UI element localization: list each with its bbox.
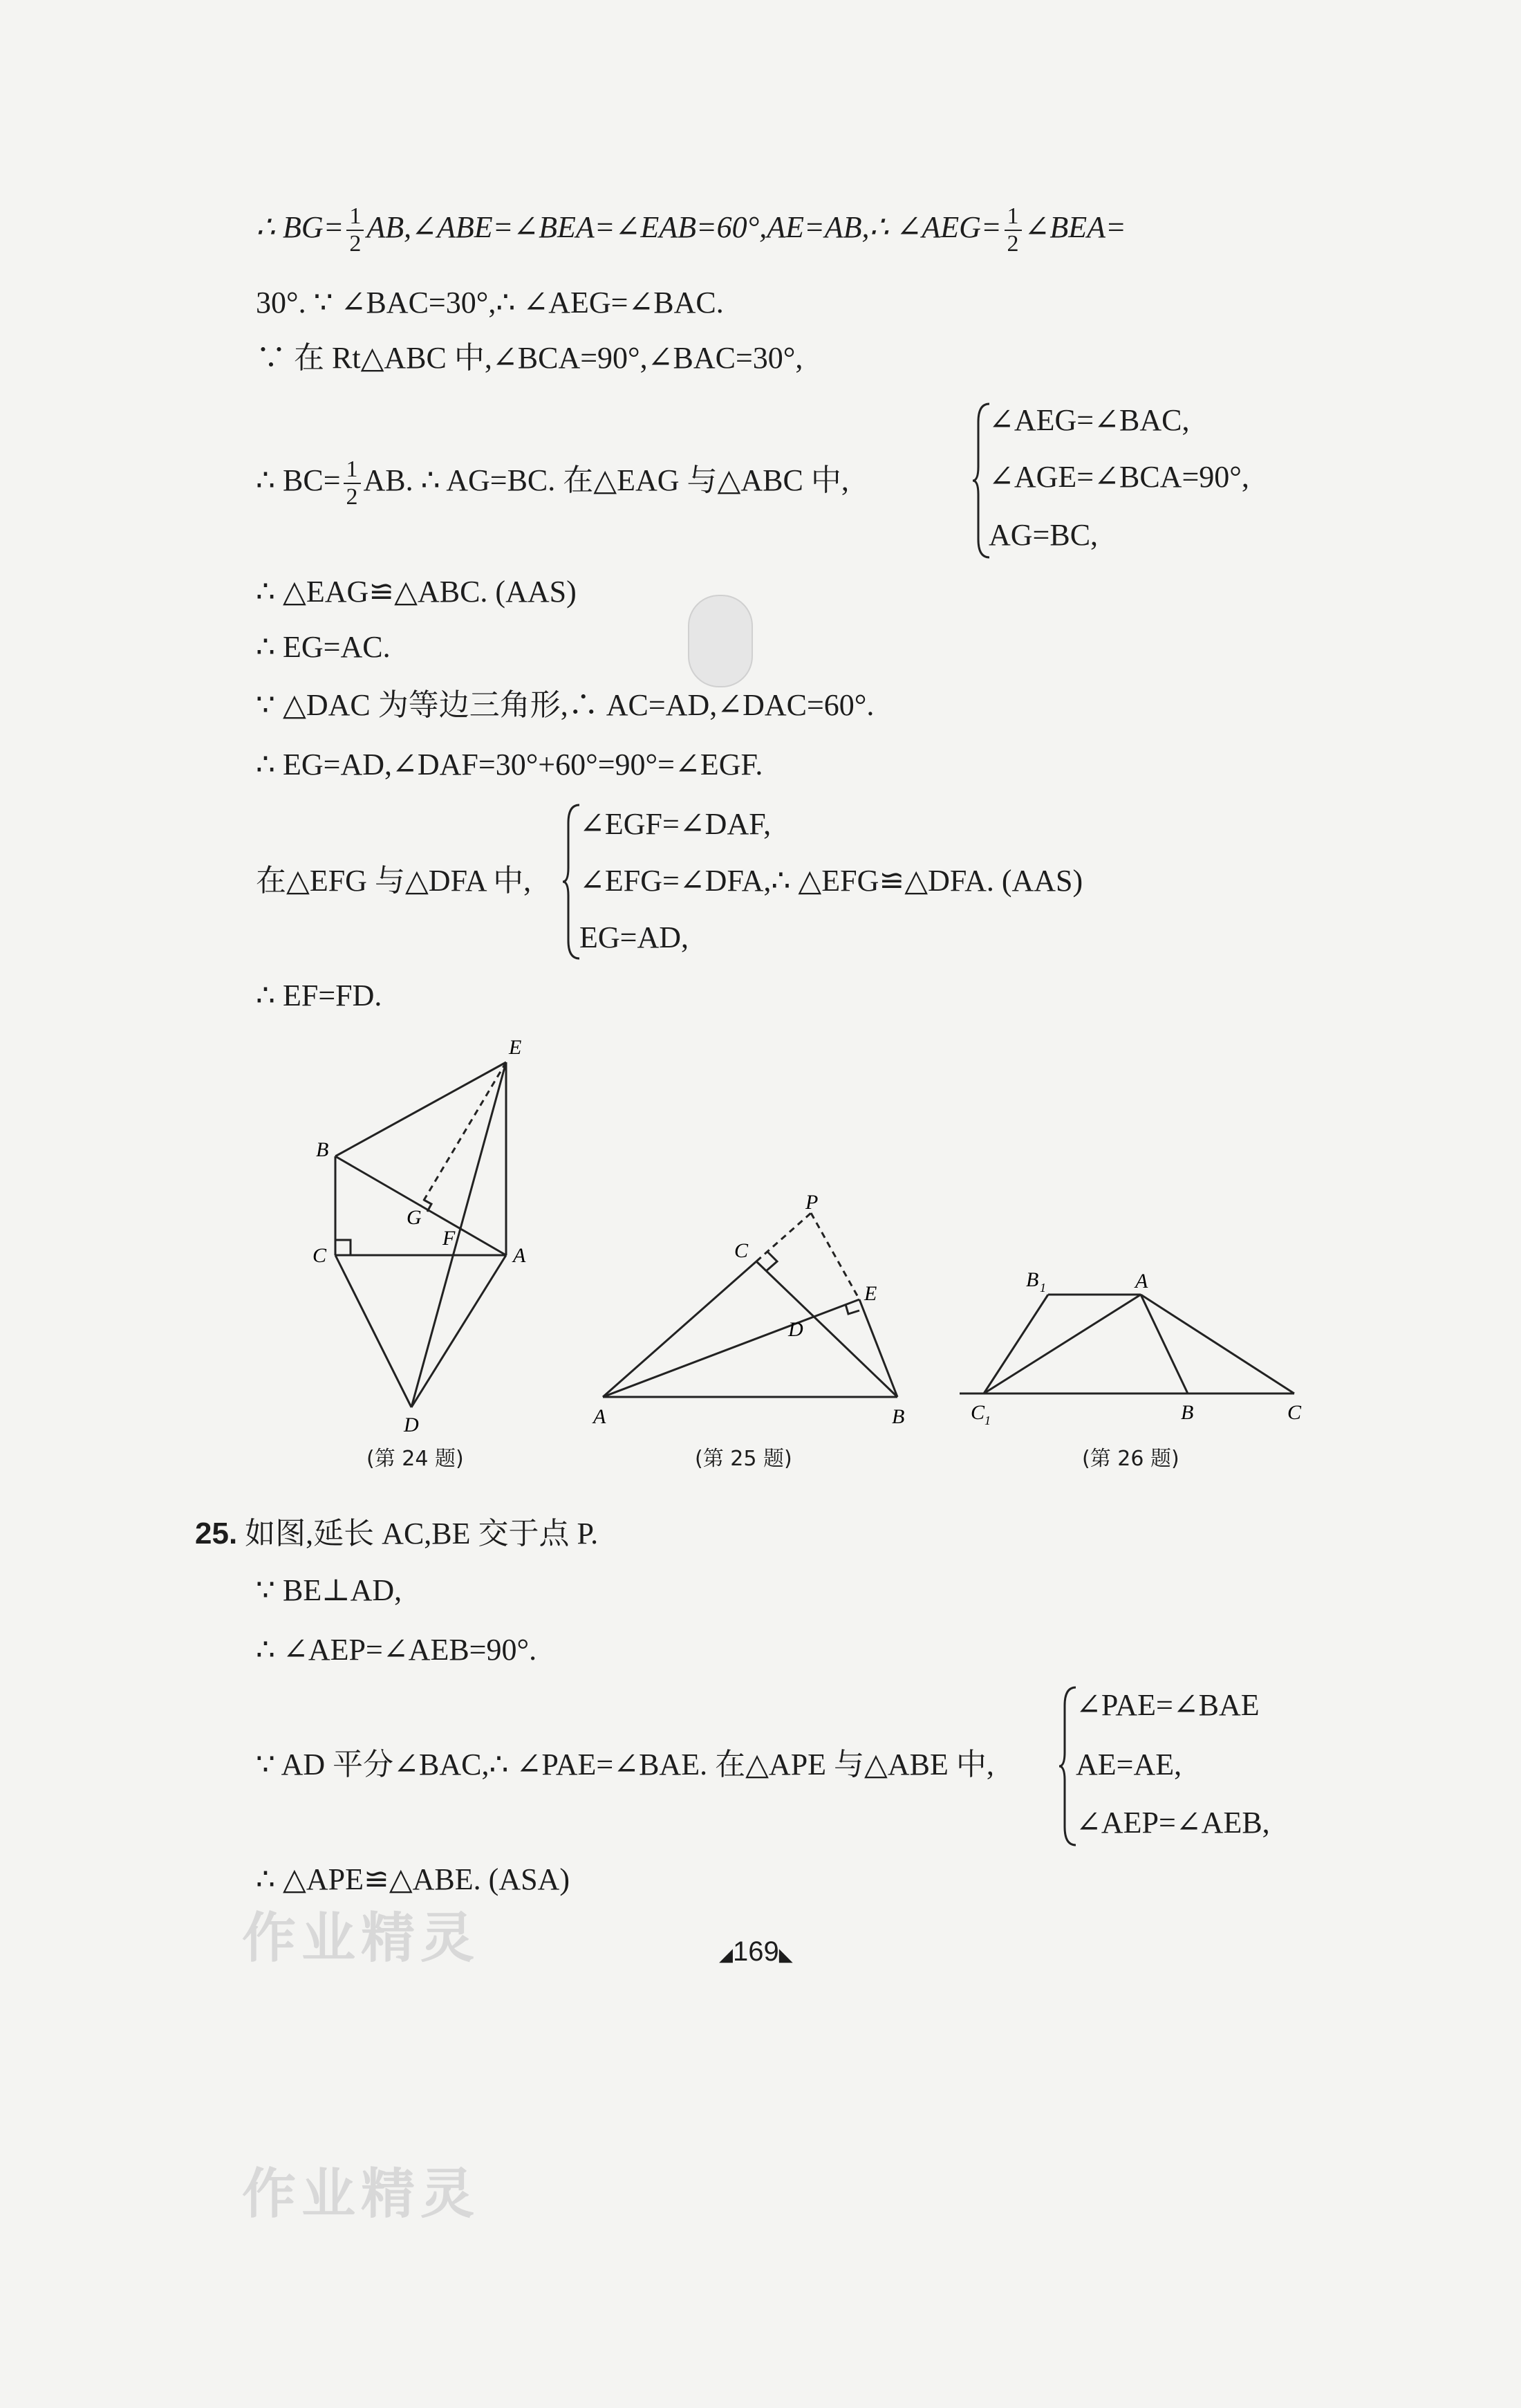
text-line-7: ∵ △DAC 为等边三角形,∴ AC=AD,∠DAC=60°. (256, 688, 875, 722)
text-line-2: 30°. ∵ ∠BAC=30°,∴ ∠AEG=∠BAC. (256, 286, 724, 319)
fraction-half (344, 456, 361, 510)
line-1-part-a: ∴ BG= (256, 210, 344, 245)
line-1-part-b: AB,∠ABE=∠BEA=∠EAB=60°,AE=AB,∴ ∠AEG= (366, 210, 1002, 245)
fig24-segment-EG-dashed (420, 1062, 506, 1206)
fig24-segment-ED (411, 1062, 506, 1407)
figure-26 (954, 1259, 1327, 1438)
watermark-bottom: 作业精灵 (242, 2163, 480, 2225)
fig25-right-angle-E (846, 1304, 859, 1314)
fig26-segment-AC1 (984, 1295, 1141, 1393)
text-line-13: ∵ AD 平分∠BAC,∴ ∠PAE=∠BAE. 在△APE 与△ABE 中, (256, 1748, 994, 1781)
fig24-label-E: E (509, 1036, 522, 1059)
stamp-mark (688, 595, 753, 687)
caption-fig-26: (第 26 题) (1082, 1447, 1179, 1471)
page-number (719, 1936, 793, 1967)
text-line-12: ∴ ∠AEP=∠AEB=90°. (256, 1633, 537, 1667)
fraction-half (1005, 203, 1022, 257)
fig24-label-F: F (442, 1227, 456, 1250)
figure-25 (581, 1191, 920, 1438)
fig24-label-A: A (513, 1244, 526, 1267)
brace-3-row-2: AE=AE, (1076, 1748, 1182, 1781)
text-line-11: ∵ BE⊥AD, (256, 1573, 402, 1607)
caption-fig-24: (第 24 题) (366, 1447, 464, 1471)
text-line-3: ∵ 在 Rt△ABC 中,∠BCA=90°,∠BAC=30°, (256, 341, 803, 375)
frac-num: 1 (346, 203, 364, 231)
page-number-left-mark: ◢ (719, 1944, 733, 1965)
fig24-label-G: G (407, 1206, 422, 1229)
text-line-5: ∴ △EAG≌△ABC. (AAS) (256, 575, 577, 609)
text-line-6: ∴ EG=AC. (256, 630, 391, 664)
fig25-label-C: C (734, 1239, 749, 1262)
line-4-part-b: AB. ∴ AG=BC. 在△EAG 与△ABC 中, (363, 463, 849, 498)
figure-24 (297, 1037, 574, 1438)
fig26-label-C: C (1287, 1401, 1302, 1424)
fig24-right-angle-C (335, 1240, 351, 1255)
brace-1-row-2: ∠AGE=∠BCA=90°, (989, 460, 1249, 494)
brace-2-row-1: ∠EGF=∠DAF, (579, 807, 772, 841)
fig25-label-A: A (593, 1405, 606, 1428)
fig26-label-B1: B (1026, 1268, 1039, 1291)
brace-1-row-1: ∠AEG=∠BAC, (989, 403, 1190, 437)
question-25-heading (195, 1513, 598, 1555)
caption-fig-25: (第 25 题) (695, 1447, 792, 1471)
page-number-right-mark: ◣ (778, 1944, 793, 1965)
fig24-label-D: D (404, 1414, 419, 1436)
question-number: 25. (195, 1517, 238, 1550)
frac-den: 2 (349, 231, 362, 257)
text-line-9: 在△EFG 与△DFA 中, (256, 864, 532, 898)
text-line-4 (256, 456, 849, 510)
text-line-1 (256, 203, 1126, 257)
fig25-segment-AE (603, 1299, 859, 1397)
frac-den: 2 (1007, 231, 1019, 257)
page-number-value: 169 (733, 1936, 779, 1967)
fig25-label-B: B (892, 1405, 905, 1428)
fig25-label-D: D (788, 1318, 803, 1341)
fig25-right-angle-C (766, 1252, 777, 1271)
fig24-segment-BE (335, 1062, 506, 1156)
brace-2-row-2: ∠EFG=∠DFA,∴ △EFG≌△DFA. (AAS) (579, 864, 1083, 898)
fig26-label-B1-subscript: 1 (1040, 1281, 1046, 1295)
brace-3-row-1: ∠PAE=∠BAE (1076, 1688, 1260, 1722)
fig24-label-C: C (312, 1244, 327, 1267)
fig24-right-angle-G (424, 1200, 431, 1212)
fig25-label-P: P (805, 1191, 819, 1214)
fig24-segment-CD (335, 1255, 411, 1407)
watermark-top: 作业精灵 (242, 1907, 480, 1970)
frac-num: 1 (1005, 203, 1022, 231)
text-line-10: ∴ EF=FD. (256, 979, 382, 1012)
fig26-segment-B1C1 (984, 1295, 1048, 1393)
fig26-label-B: B (1181, 1401, 1194, 1424)
fig25-segment-PE-dashed (811, 1213, 859, 1299)
fig25-segment-EB (859, 1299, 897, 1397)
fig26-label-C1: C (971, 1401, 985, 1424)
brace-1-row-3: AG=BC, (989, 518, 1099, 552)
fig24-segment-AD (411, 1255, 506, 1407)
fig25-segment-CP-dashed (756, 1213, 811, 1261)
frac-den: 2 (346, 484, 358, 510)
text-line-8: ∴ EG=AD,∠DAF=30°+60°=90°=∠EGF. (256, 748, 763, 781)
question-25-text: 如图,延长 AC,BE 交于点 P. (245, 1517, 599, 1550)
fig26-label-A: A (1135, 1270, 1148, 1293)
frac-num: 1 (344, 456, 361, 484)
brace-2-row-3: EG=AD, (579, 920, 689, 954)
fig24-label-B: B (316, 1138, 329, 1161)
line-4-part-a: ∴ BC= (256, 463, 341, 498)
line-1-part-c: ∠BEA= (1024, 210, 1126, 245)
brace-3-row-3: ∠AEP=∠AEB, (1076, 1806, 1270, 1840)
fig25-label-E: E (864, 1282, 877, 1305)
fig25-segment-AC (603, 1261, 756, 1397)
text-line-14: ∴ △APE≌△ABE. (ASA) (256, 1862, 570, 1896)
fraction-half (346, 203, 364, 257)
fig26-label-C1-subscript: 1 (985, 1414, 991, 1427)
